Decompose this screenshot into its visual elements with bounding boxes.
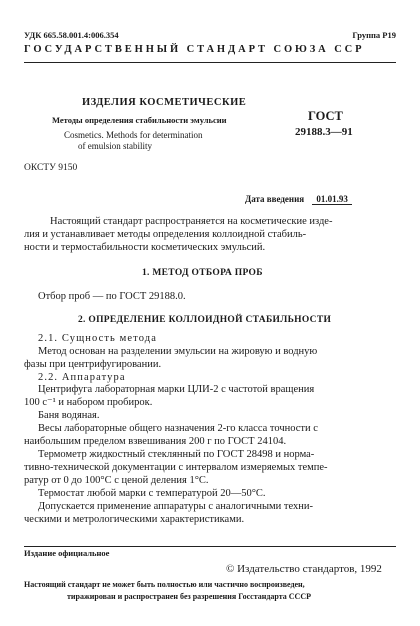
english-title-line-2: of emulsion stability <box>78 141 152 151</box>
gost-number: 29188.3—91 <box>295 126 353 138</box>
copyright-notice: © Издательство стандартов, 1992 <box>226 563 382 575</box>
subsection-2-2-heading: 2.2. Аппаратура <box>38 372 126 383</box>
group-code: Группа Р19 <box>352 30 396 40</box>
paragraph-line: Центрифуга лабораторная марки ЦЛИ-2 с частотой вращения <box>38 384 315 395</box>
official-edition-label: Издание официальное <box>24 548 110 558</box>
section-1-text: Отбор проб — по ГОСТ 29188.0. <box>38 291 186 302</box>
paragraph-line: ческими и метрологическими характеристиками. <box>24 514 245 525</box>
paragraph-line: наибольшим пределом взвешивания 200 г по ГОСТ 24104. <box>24 436 287 447</box>
standard-banner: ГОСУДАРСТВЕННЫЙ СТАНДАРТ СОЮЗА ССР <box>24 44 365 55</box>
intro-paragraph-line-2: лия и устанавливает методы определения коллоидной стабиль- <box>24 229 307 240</box>
document-subtitle: Методы определения стабильности эмульсии <box>52 115 227 125</box>
paragraph-line: Термостат любой марки с температурой 20—50°С. <box>38 488 266 499</box>
subsection-2-1-heading: 2.1. Сущность метода <box>38 333 157 344</box>
paragraph-line: ратур от 0 до 100°С с ценой деления 1°С. <box>24 475 209 486</box>
paragraph-line: Термометр жидкостный стеклянный по ГОСТ 28498 и норма- <box>38 449 315 460</box>
intro-paragraph-line-1: Настоящий стандарт распространяется на косметические изде- <box>50 216 333 227</box>
paragraph-line: Баня водяная. <box>38 410 100 421</box>
paragraph-line: 100 с⁻¹ и набором пробирок. <box>24 397 153 408</box>
reproduction-notice-line-1: Настоящий стандарт не может быть полностью или частично воспроизведен, <box>24 580 305 589</box>
introduction-date-label: Дата введения <box>245 194 305 204</box>
okstu-code: ОКСТУ 9150 <box>24 163 78 173</box>
intro-paragraph-line-3: ности и термостабильности косметических эмульсий. <box>24 242 266 253</box>
reproduction-notice-line-2: тиражирован и распространен без разрешения Госстандарта СССР <box>67 592 311 601</box>
paragraph-line: фазы при центрифугировании. <box>24 359 162 370</box>
paragraph-line: Метод основан на разделении эмульсии на жировую и водную <box>38 346 318 357</box>
top-divider <box>24 62 396 63</box>
document-title: ИЗДЕЛИЯ КОСМЕТИЧЕСКИЕ <box>82 97 247 108</box>
english-title-line-1: Cosmetics. Methods for determination <box>64 130 203 140</box>
paragraph-line: Допускается применение аппаратуры с аналогичными техни- <box>38 501 313 512</box>
udk-code: УДК 665.58.001.4:006.354 <box>24 30 119 40</box>
introduction-date <box>245 194 352 204</box>
gost-label: ГОСТ <box>308 109 343 123</box>
introduction-date-value: 01.01.93 <box>312 194 352 205</box>
section-2-heading: 2. ОПРЕДЕЛЕНИЕ КОЛЛОИДНОЙ СТАБИЛЬНОСТИ <box>78 315 332 325</box>
paragraph-line: Весы лабораторные общего назначения 2-го класса точности с <box>38 423 318 434</box>
footer-divider <box>24 546 396 547</box>
section-1-heading: 1. МЕТОД ОТБОРА ПРОБ <box>142 268 263 278</box>
paragraph-line: тивно-технической документации с интервалом измеряемых темпе- <box>24 462 328 473</box>
